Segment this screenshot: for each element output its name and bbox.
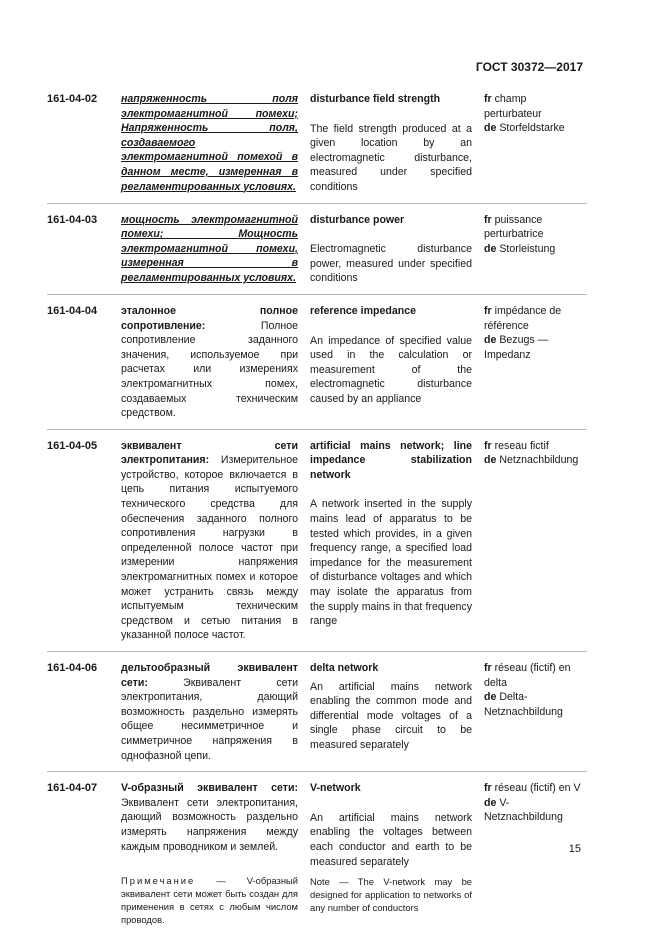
ru-column <box>120 90 306 195</box>
ru-column <box>120 779 306 926</box>
ru-definition: Эквивалент сети электропитания, дающий возможность раздельно измерять напряжения между каждым проводником и землей. <box>121 796 298 853</box>
fr-term: fr puissance perturbatrice <box>484 213 544 241</box>
ru-term: мощность электромагнитной помехи; <box>121 213 298 241</box>
en-column <box>306 659 481 763</box>
en-definition: A network inserted in the supply mains lead of apparatus to be tested which provides, in a given frequency range, a specified load impedance for the measurement of disturbance voltages and which may isolate the apparatus from the supply mains in that frequency range <box>310 498 472 628</box>
ru-note-label: Примечание <box>121 875 196 887</box>
ru-definition: Измерительное устройство, которое включается в цепь питания испытуемого технического средства для обеспечения заданного полного сопротивления нагрузки в определенной полосе частот при измерении напряжения электромагнитных помех и которое может устранить связь между испытуемым техническим средством и сетью питания в указанной полосе частот. <box>121 454 298 642</box>
term-entry <box>47 659 587 763</box>
ru-definition: Полное сопротивление заданного значения, используемое при расчетах или измерениях электромагнитных помех, создаваемых техническим средством. <box>121 319 298 420</box>
entry-code: 161-04-05 <box>47 439 98 452</box>
fr-term: fr champ perturbateur <box>484 93 542 120</box>
ru-column <box>120 437 306 643</box>
en-column <box>306 302 481 421</box>
ru-column <box>120 659 306 763</box>
en-term: disturbance power <box>310 213 405 226</box>
en-definition: An artificial mains network enabling the voltages between each conductor and earth to be measured separately <box>310 811 472 868</box>
entry-code: 161-04-03 <box>47 213 98 226</box>
fr-de-column <box>481 211 587 286</box>
de-term: de Storfeldstarke <box>484 122 565 135</box>
en-definition: The field strength produced at a given location by an electromagnetic disturbance, measured under specified conditions <box>310 122 472 193</box>
en-column <box>306 437 481 643</box>
en-term: artificial mains network; line impedance stabilization network <box>310 439 472 481</box>
fr-term: fr impédance de référence <box>484 304 562 332</box>
ru-term: дельтообразный эквивалент сети: <box>121 662 298 689</box>
entry-code: 161-04-06 <box>47 662 98 674</box>
en-term: delta network <box>310 662 379 674</box>
fr-de-column <box>481 302 587 421</box>
en-definition: An impedance of specified value used in the calculation or measurement of the electromagnetic disturbance caused by an appliance <box>310 334 472 405</box>
ru-definition: Мощность электромагнитной помехи, измеренная в регламентированных условиях. <box>121 228 298 284</box>
fr-de-column <box>481 437 587 643</box>
entry-divider <box>47 651 587 652</box>
de-term: de Storleistung <box>484 242 556 255</box>
en-column <box>306 90 481 195</box>
ru-column <box>120 211 306 286</box>
entry-code: 161-04-02 <box>47 93 98 105</box>
term-entry <box>47 90 587 195</box>
en-note: Note — The V-network may be designed for application to networks of any number of conductors <box>310 876 472 914</box>
de-term: de V-Netznachbildung <box>484 796 563 824</box>
fr-de-column <box>481 90 587 195</box>
term-entry <box>47 211 587 286</box>
fr-term: fr réseau (fictif) en V <box>484 782 581 795</box>
ru-term: V-образный эквивалент сети: <box>121 782 298 795</box>
ru-term: эталонное полное сопротивление: <box>121 304 298 332</box>
ru-term: напряженность поля электромагнитной помехи; <box>121 93 298 120</box>
ru-note-text: — V-образный эквивалент сети может быть создан для применения в сетях с любым числом проводов. <box>121 875 298 926</box>
entry-divider <box>47 429 587 430</box>
terms-list <box>47 90 587 926</box>
en-term: V-network <box>310 782 361 795</box>
en-column <box>306 211 481 286</box>
fr-de-column <box>481 659 587 763</box>
fr-term: fr reseau fictif <box>484 439 549 452</box>
entry-code: 161-04-04 <box>47 304 98 317</box>
entry-divider <box>47 771 587 772</box>
fr-term: fr réseau (fictif) en delta <box>484 662 571 689</box>
en-definition: Electromagnetic disturbance power, measured under specified conditions <box>310 243 472 285</box>
page-number: 15 <box>568 843 581 855</box>
entry-divider <box>47 203 587 204</box>
de-term: de Delta-Netznachbildung <box>484 691 563 718</box>
en-column <box>306 779 481 926</box>
term-entry <box>47 779 587 926</box>
ru-definition: Эквивалент сети электропитания, дающий возможность раздельно измерять общее несимметричное и симметричное напряжения в однофазной цепи. <box>121 676 298 762</box>
de-term: de Bezugs — Impedanz <box>484 334 549 361</box>
en-definition: An artificial mains network enabling the common mode and differential mode voltages of a single phase circuit to be measured separately <box>310 680 472 751</box>
standard-header: ГОСТ 30372—2017 <box>475 60 583 74</box>
de-term: de Netznachbildung <box>484 454 579 467</box>
en-term: reference impedance <box>310 304 416 317</box>
ru-column <box>120 302 306 421</box>
term-entry <box>47 302 587 421</box>
en-term: disturbance field strength <box>310 93 441 105</box>
ru-term: эквивалент сети электропитания: <box>121 439 298 467</box>
entry-code: 161-04-07 <box>47 782 98 795</box>
ru-definition: Напряженность поля, создаваемого электромагнитной помехой в данном месте, измеренная в регламентированных условиях. <box>121 122 298 193</box>
ru-note <box>121 874 298 926</box>
term-entry <box>47 437 587 643</box>
entry-divider <box>47 294 587 295</box>
